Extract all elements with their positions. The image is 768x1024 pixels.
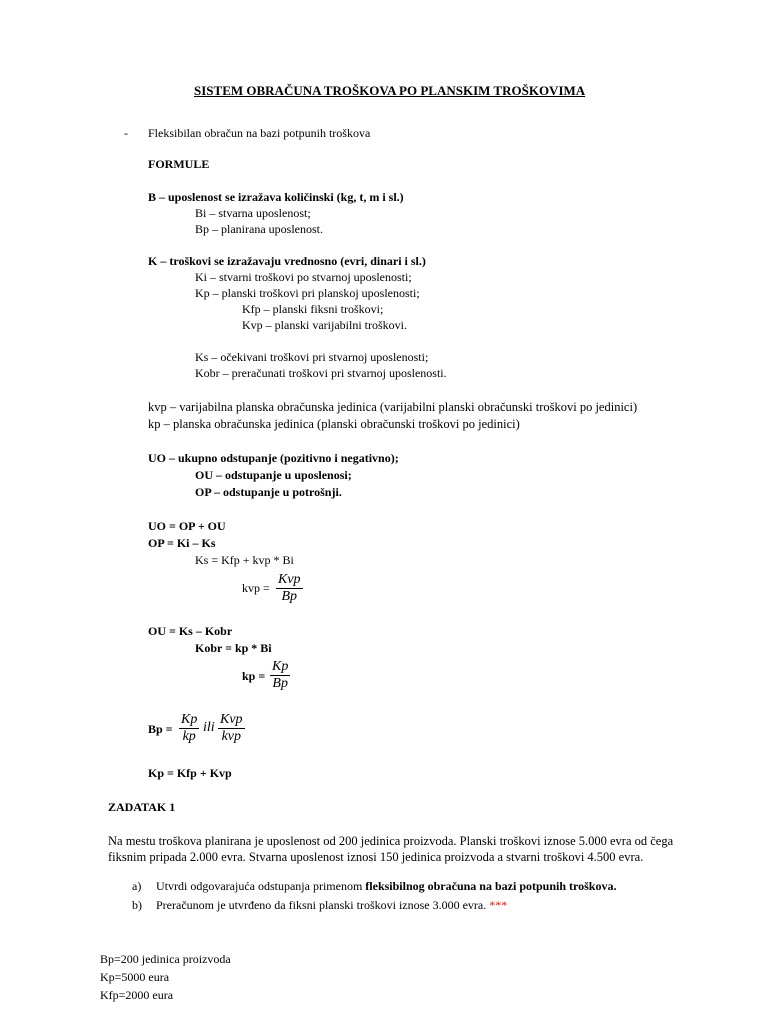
- bullet-text: Fleksibilan obračun na bazi potpunih troškova: [148, 126, 371, 140]
- fraction-bp-1: [179, 712, 199, 745]
- fraction-kvp-numerator: Kvp: [278, 572, 301, 587]
- document-title: SISTEM OBRAČUNA TROŠKOVA PO PLANSKIM TROŠKOVIMA: [194, 83, 586, 98]
- equation-bp-lhs: Bp =: [148, 722, 173, 736]
- given-kfp: Kfp=2000 eura: [100, 988, 174, 1002]
- item-a-text: Utvrdi odgovarajuća odstupanja primenom: [156, 879, 363, 893]
- fraction-bp-2-denominator: kvp: [218, 728, 245, 745]
- item-b-stars: ***: [489, 898, 508, 912]
- fraction-kvp: [276, 572, 303, 605]
- fraction-kp-numerator: Kp: [272, 659, 289, 674]
- uo-definition: UO – ukupno odstupanje (pozitivno i negativno);: [148, 451, 399, 465]
- equation-bp-ili: ili: [203, 720, 215, 735]
- kvp-unit-definition: kvp – varijabilna planska obračunska jedinica (varijabilni planski obračunski troškovi po jedinici): [148, 400, 638, 414]
- fraction-bp-1-denominator: kp: [179, 728, 199, 745]
- bp-definition: Bp – planirana uposlenost.: [195, 222, 323, 236]
- k-heading: K – troškovi se izražavaju vrednosno (evri, dinari i sl.): [148, 254, 426, 268]
- ou-definition: OU – odstupanje u uposlenosi;: [195, 468, 352, 482]
- fraction-bp-2-numerator: Kvp: [220, 712, 243, 727]
- bullet-dash: -: [124, 126, 128, 140]
- fraction-kp-denominator: Bp: [270, 675, 290, 692]
- op-definition: OP – odstupanje u potrošnji.: [195, 485, 342, 499]
- equation-ou: OU = Ks – Kobr: [148, 624, 233, 638]
- equation-uo: UO = OP + OU: [148, 519, 226, 533]
- fraction-kp: [270, 659, 290, 692]
- kp-unit-definition: kp – planska obračunska jedinica (planski obračunski troškovi po jedinici): [148, 417, 520, 431]
- given-bp: Bp=200 jedinica proizvoda: [100, 952, 231, 966]
- fraction-bp-1-numerator: Kp: [181, 712, 198, 727]
- zadatak-heading: ZADATAK 1: [108, 800, 176, 814]
- given-kp: Kp=5000 eura: [100, 970, 170, 984]
- equation-kvp-lhs: kvp =: [242, 581, 270, 595]
- kp-definition: Kp – planski troškovi pri planskoj uposlenosti;: [195, 286, 420, 300]
- equation-kobr: Kobr = kp * Bi: [195, 641, 272, 655]
- ki-definition: Ki – stvarni troškovi po stvarnoj uposlenosti;: [195, 270, 412, 284]
- item-b-label: b): [132, 898, 142, 912]
- equation-kp-lhs: kp =: [242, 669, 266, 683]
- equation-ks: Ks = Kfp + kvp * Bi: [195, 553, 294, 567]
- equation-op: OP = Ki – Ks: [148, 536, 216, 550]
- item-a: [156, 879, 616, 893]
- equation-kp-total: Kp = Kfp + Kvp: [148, 766, 232, 780]
- ks-definition: Ks – očekivani troškovi pri stvarnoj uposlenosti;: [195, 350, 429, 364]
- kvp-definition: Kvp – planski varijabilni troškovi.: [242, 318, 407, 332]
- kfp-definition: Kfp – planski fiksni troškovi;: [242, 302, 384, 316]
- b-heading: B – uposlenost se izražava količinski (kg, t, m i sl.): [148, 190, 404, 204]
- item-b-text: Preračunom je utvrđeno da fiksni planski troškovi iznose 3.000 evra.: [156, 898, 487, 912]
- item-b: [156, 898, 507, 912]
- fraction-bp-2: [218, 712, 245, 745]
- formule-heading: FORMULE: [148, 157, 210, 171]
- task-line-2: fiksnim pripada 2.000 evra. Stvarna uposlenost iznosi 150 jedinica proizvoda a stvarni troškovi 4.500 evra.: [108, 850, 644, 864]
- fraction-kvp-denominator: Bp: [276, 588, 303, 605]
- item-a-label: a): [132, 879, 142, 893]
- kobr-definition: Kobr – preračunati troškovi pri stvarnoj uposlenosti.: [195, 366, 447, 380]
- task-line-1: Na mestu troškova planirana je uposlenost od 200 jedinica proizvoda. Planski troškovi iznose 5.000 evra od čega: [108, 834, 674, 848]
- item-a-bold: fleksibilnog obračuna na bazi potpunih troškova.: [365, 879, 617, 893]
- bi-definition: Bi – stvarna uposlenost;: [195, 206, 311, 220]
